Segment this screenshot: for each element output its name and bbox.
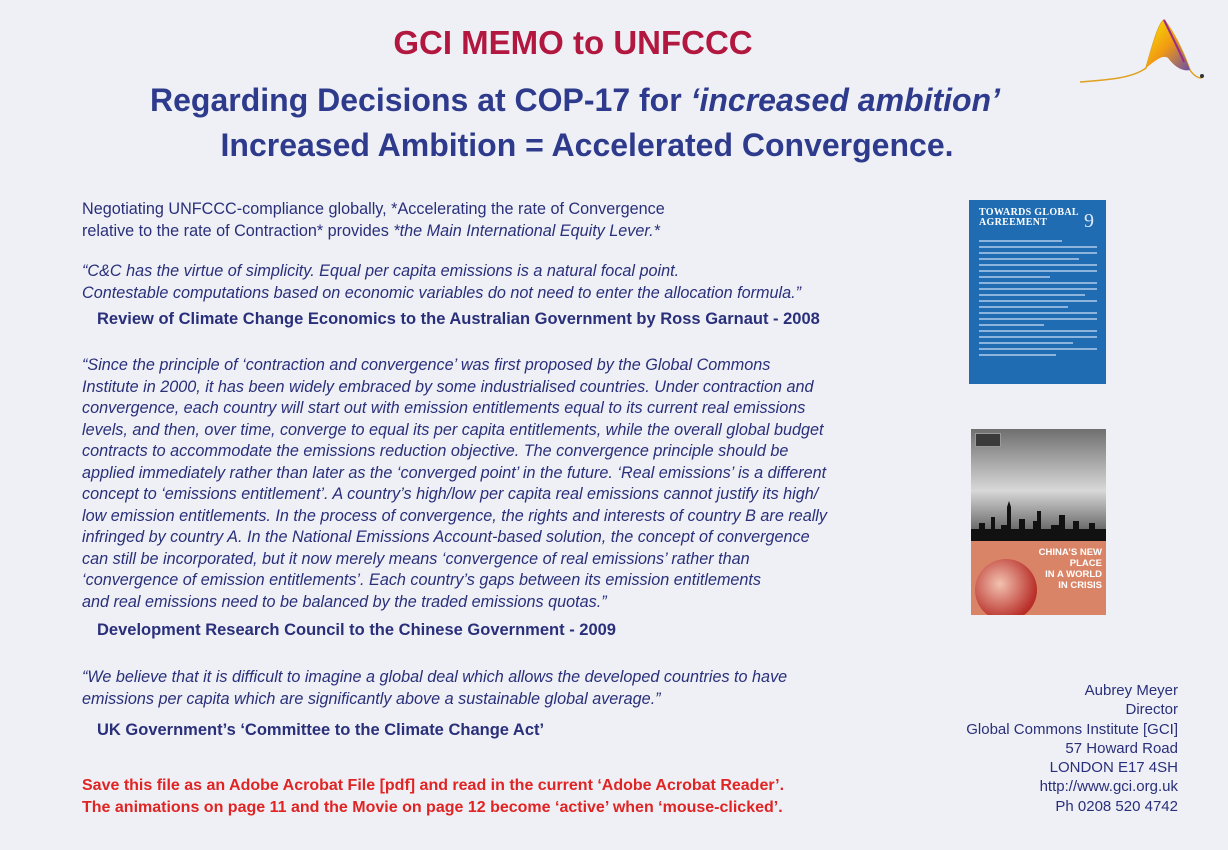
book1-text-lines <box>979 240 1097 360</box>
quote-line: contracts to accommodate the emissions reduction objective. The convergence principle should be <box>82 442 789 460</box>
subtitle-convergence: Increased Ambition = Accelerated Convergence. <box>220 127 954 163</box>
quote-line: and real emissions need to be balanced by the traded emissions quotas.” <box>82 592 607 611</box>
gci-mountain-logo-icon <box>1078 18 1208 88</box>
intro-line: Negotiating UNFCCC-compliance globally, *Accelerating the rate of Convergence <box>82 200 665 218</box>
quote-drc-china <box>82 355 922 613</box>
contact-block <box>966 681 1178 816</box>
book1-number: 9 <box>1084 210 1094 232</box>
book2-title-line: CHINA’S NEW PLACE <box>1038 547 1102 569</box>
skyline-silhouette-icon <box>971 499 1106 541</box>
quote-uk-committee <box>82 667 922 710</box>
quote-line: convergence, each country will start out with emission entitlements equal to its current real emissions <box>82 399 806 417</box>
quote-line: levels, and then, over time, converge to equal its per capita entitlements, while the overall global budget <box>82 420 824 439</box>
notice-line: Save this file as an Adobe Acrobat File [pdf] and read in the current ‘Adobe Acrobat Reader’. <box>82 777 785 794</box>
contact-street: 57 Howard Road <box>1065 739 1178 757</box>
quote-line: Contestable computations based on economic variables do not need to enter the allocation formula.” <box>82 283 801 302</box>
quote-line: Institute in 2000, it has been widely embraced by some industrialised countries. Under contraction and <box>82 377 814 396</box>
contact-website-link[interactable]: http://www.gci.org.uk <box>1039 778 1178 796</box>
subtitle-cop17 <box>0 82 1150 119</box>
book-cover-towards-global-agreement <box>969 200 1106 384</box>
contact-org: Global Commons Institute [GCI] <box>966 720 1178 738</box>
book2-title <box>1017 547 1102 591</box>
quote-line: can still be incorporated, but it now merely means ‘convergence of real emissions’ rather than <box>82 549 750 568</box>
quote-line: infringed by country A. In the National Emissions Account-based solution, the concept of convergence <box>82 528 810 546</box>
intro-paragraph <box>82 199 862 242</box>
quote-source-uk: UK Government’s ‘Committee to the Climate Change Act’ <box>97 721 545 739</box>
quote-line: ‘convergence of emission entitlements’. Each country’s gaps between its emission entitlements <box>82 571 762 589</box>
quote-line: “C&C has the virtue of simplicity. Equal per capita emissions is a natural focal point. <box>82 262 680 280</box>
subtitle-italic: ‘increased ambition’ <box>690 82 1000 118</box>
intro-line-plain: relative to the rate of Contraction* provides <box>82 221 394 240</box>
contact-name: Aubrey Meyer <box>1084 682 1178 699</box>
book2-series-badge <box>975 433 1001 447</box>
contact-city: LONDON E17 4SH <box>1049 759 1178 777</box>
intro-line-italic: *the Main International Equity Lever.* <box>393 221 660 240</box>
notice-line: The animations on page 11 and the Movie on page 12 become ‘active’ when ‘mouse-clicked’. <box>82 799 783 816</box>
contact-role: Director <box>1125 701 1178 719</box>
quote-source-garnaut: Review of Climate Change Economics to the Australian Government by Ross Garnaut - 2008 <box>97 310 820 328</box>
quote-line: “We believe that it is difficult to imagine a global deal which allows the developed countries to have <box>82 668 788 686</box>
book1-title <box>979 208 1079 228</box>
quote-line: applied immediately rather than later as the ‘converged point’ in the future. ‘Real emissions’ is a different <box>82 463 827 482</box>
book2-title-line: IN CRISIS <box>1058 580 1102 591</box>
book-cover-chinas-new-place <box>971 429 1106 615</box>
quote-line: concept to ‘emissions entitlement’. A country’s high/low per capita real emissions cannot justify its high/ <box>82 485 819 503</box>
contact-phone: Ph 0208 520 4742 <box>1055 797 1178 815</box>
memo-title: GCI MEMO to UNFCCC <box>393 24 753 61</box>
quote-line: emissions per capita which are significantly above a sustainable global average.” <box>82 689 661 708</box>
book1-title-line: AGREEMENT <box>979 217 1048 228</box>
quote-line: “Since the principle of ‘contraction and convergence’ was first proposed by the Global Commons <box>82 356 771 374</box>
subtitle-plain: Regarding Decisions at COP-17 for <box>150 82 691 118</box>
book1-title-line: TOWARDS GLOBAL <box>979 207 1079 218</box>
quote-garnaut <box>82 261 902 304</box>
acrobat-notice <box>82 775 784 819</box>
book2-title-line: IN A WORLD <box>1045 569 1102 580</box>
intro-line <box>82 221 862 243</box>
quote-source-drc: Development Research Council to the Chinese Government - 2009 <box>97 621 616 639</box>
quote-line: low emission entitlements. In the process of convergence, the rights and interests of country B are really <box>82 506 827 525</box>
